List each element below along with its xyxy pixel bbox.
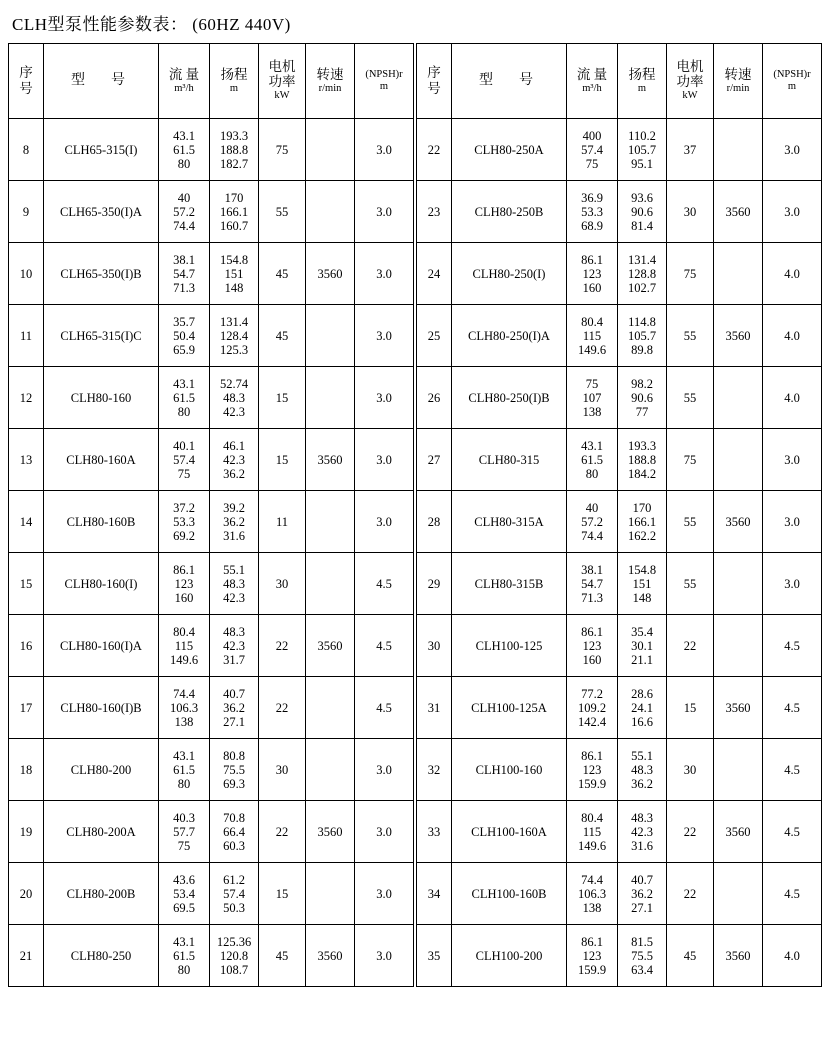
cell-model: CLH80-250B [452, 181, 567, 243]
cell-model: CLH80-250A [452, 119, 567, 181]
cell-speed [714, 119, 763, 181]
table-row [417, 491, 822, 553]
cell-model: CLH80-160A [44, 429, 159, 491]
table-row [417, 119, 822, 181]
cell-head: 40.7 36.2 27.1 [210, 677, 259, 739]
cell-npsh: 3.0 [355, 491, 414, 553]
cell-model: CLH100-125 [452, 615, 567, 677]
cell-seq: 15 [9, 553, 44, 615]
table-header-row [9, 44, 414, 119]
cell-flow: 80.4 115 149.6 [567, 305, 618, 367]
cell-flow: 36.9 53.3 68.9 [567, 181, 618, 243]
cell-seq: 9 [9, 181, 44, 243]
cell-flow: 77.2 109.2 142.4 [567, 677, 618, 739]
cell-model: CLH100-160A [452, 801, 567, 863]
cell-flow: 86.1 123 159.9 [567, 739, 618, 801]
cell-npsh: 4.5 [763, 801, 822, 863]
cell-npsh: 3.0 [763, 119, 822, 181]
cell-npsh: 4.0 [763, 925, 822, 987]
cell-flow: 43.1 61.5 80 [159, 739, 210, 801]
cell-npsh: 3.0 [355, 305, 414, 367]
cell-flow: 40.3 57.7 75 [159, 801, 210, 863]
cell-seq: 32 [417, 739, 452, 801]
cell-flow: 86.1 123 160 [567, 243, 618, 305]
cell-model: CLH80-315B [452, 553, 567, 615]
cell-model: CLH100-125A [452, 677, 567, 739]
cell-power: 75 [667, 243, 714, 305]
cell-seq: 8 [9, 119, 44, 181]
cell-head: 70.8 66.4 60.3 [210, 801, 259, 863]
column-header-speed: 转速 r/min [306, 44, 355, 119]
cell-speed [306, 181, 355, 243]
cell-npsh: 4.0 [763, 305, 822, 367]
cell-speed [714, 863, 763, 925]
column-header-seq [9, 44, 44, 119]
cell-seq: 25 [417, 305, 452, 367]
cell-speed [306, 491, 355, 553]
cell-head: 131.4 128.4 125.3 [210, 305, 259, 367]
cell-power: 22 [667, 615, 714, 677]
column-header-model: 型 号 [452, 44, 567, 119]
table-row [417, 181, 822, 243]
cell-speed [714, 553, 763, 615]
table-header-row [417, 44, 822, 119]
cell-power: 30 [667, 181, 714, 243]
cell-power: 15 [667, 677, 714, 739]
cell-power: 55 [259, 181, 306, 243]
cell-flow: 43.1 61.5 80 [159, 367, 210, 429]
column-header-npsh: (NPSH)r m [355, 44, 414, 119]
cell-model: CLH80-315A [452, 491, 567, 553]
cell-seq: 14 [9, 491, 44, 553]
cell-speed: 3560 [306, 615, 355, 677]
cell-model: CLH80-160(I)B [44, 677, 159, 739]
cell-head: 193.3 188.8 184.2 [618, 429, 667, 491]
cell-head: 131.4 128.8 102.7 [618, 243, 667, 305]
cell-speed [306, 367, 355, 429]
cell-speed: 3560 [714, 305, 763, 367]
cell-seq: 12 [9, 367, 44, 429]
cell-head: 114.8 105.7 89.8 [618, 305, 667, 367]
cell-model: CLH100-160 [452, 739, 567, 801]
cell-model: CLH100-200 [452, 925, 567, 987]
cell-npsh: 3.0 [355, 739, 414, 801]
table-row [417, 367, 822, 429]
table-row [9, 553, 414, 615]
cell-flow: 40 57.2 74.4 [159, 181, 210, 243]
cell-power: 55 [667, 367, 714, 429]
cell-power: 22 [259, 801, 306, 863]
table-row [9, 739, 414, 801]
cell-npsh: 3.0 [763, 491, 822, 553]
cell-model: CLH80-250(I)B [452, 367, 567, 429]
cell-seq: 22 [417, 119, 452, 181]
cell-power: 22 [259, 615, 306, 677]
cell-flow: 86.1 123 159.9 [567, 925, 618, 987]
cell-npsh: 3.0 [763, 429, 822, 491]
cell-model: CLH80-200B [44, 863, 159, 925]
cell-seq: 33 [417, 801, 452, 863]
cell-power: 15 [259, 863, 306, 925]
table-row [417, 677, 822, 739]
cell-speed: 3560 [306, 801, 355, 863]
cell-seq: 31 [417, 677, 452, 739]
table-row [9, 243, 414, 305]
cell-power: 37 [667, 119, 714, 181]
cell-seq: 35 [417, 925, 452, 987]
cell-head: 80.8 75.5 69.3 [210, 739, 259, 801]
cell-power: 75 [667, 429, 714, 491]
cell-seq: 34 [417, 863, 452, 925]
table-row [9, 119, 414, 181]
table-row [9, 863, 414, 925]
cell-flow: 38.1 54.7 71.3 [159, 243, 210, 305]
cell-seq: 10 [9, 243, 44, 305]
cell-power: 45 [259, 305, 306, 367]
cell-head: 193.3 188.8 182.7 [210, 119, 259, 181]
cell-speed [306, 305, 355, 367]
cell-flow: 43.1 61.5 80 [159, 925, 210, 987]
cell-head: 61.2 57.4 50.3 [210, 863, 259, 925]
cell-head: 125.36 120.8 108.7 [210, 925, 259, 987]
cell-flow: 75 107 138 [567, 367, 618, 429]
cell-power: 45 [259, 243, 306, 305]
cell-seq: 13 [9, 429, 44, 491]
cell-flow: 43.1 61.5 80 [567, 429, 618, 491]
cell-model: CLH80-160(I) [44, 553, 159, 615]
cell-flow: 43.1 61.5 80 [159, 119, 210, 181]
cell-flow: 37.2 53.3 69.2 [159, 491, 210, 553]
cell-npsh: 4.5 [355, 677, 414, 739]
table-row [417, 925, 822, 987]
cell-npsh: 3.0 [355, 925, 414, 987]
cell-npsh: 3.0 [355, 801, 414, 863]
cell-speed [306, 863, 355, 925]
cell-seq: 30 [417, 615, 452, 677]
cell-head: 170 166.1 162.2 [618, 491, 667, 553]
cell-power: 15 [259, 429, 306, 491]
cell-power: 22 [667, 801, 714, 863]
cell-head: 154.8 151 148 [210, 243, 259, 305]
cell-npsh: 3.0 [355, 429, 414, 491]
table-row [417, 615, 822, 677]
column-header-head: 扬程 m [618, 44, 667, 119]
cell-flow: 80.4 115 149.6 [159, 615, 210, 677]
cell-speed [714, 429, 763, 491]
cell-head: 52.74 48.3 42.3 [210, 367, 259, 429]
cell-head: 48.3 42.3 31.7 [210, 615, 259, 677]
cell-speed [306, 739, 355, 801]
cell-npsh: 3.0 [355, 367, 414, 429]
cell-power: 55 [667, 553, 714, 615]
cell-npsh: 3.0 [355, 181, 414, 243]
cell-seq: 26 [417, 367, 452, 429]
cell-flow: 40 57.2 74.4 [567, 491, 618, 553]
column-header-power: 电机 功率 kW [259, 44, 306, 119]
cell-head: 98.2 90.6 77 [618, 367, 667, 429]
table-row [9, 677, 414, 739]
cell-seq: 21 [9, 925, 44, 987]
column-header-speed: 转速 r/min [714, 44, 763, 119]
cell-power: 30 [259, 553, 306, 615]
cell-speed [306, 119, 355, 181]
cell-model: CLH80-250(I)A [452, 305, 567, 367]
column-header-npsh: (NPSH)r m [763, 44, 822, 119]
cell-speed [714, 243, 763, 305]
cell-npsh: 3.0 [763, 181, 822, 243]
cell-flow: 400 57.4 75 [567, 119, 618, 181]
cell-head: 28.6 24.1 16.6 [618, 677, 667, 739]
cell-head: 81.5 75.5 63.4 [618, 925, 667, 987]
table-row [9, 429, 414, 491]
cell-model: CLH80-250 [44, 925, 159, 987]
cell-power: 15 [259, 367, 306, 429]
cell-model: CLH65-315(I) [44, 119, 159, 181]
cell-seq: 20 [9, 863, 44, 925]
table-row [9, 305, 414, 367]
cell-speed [306, 553, 355, 615]
cell-model: CLH80-160 [44, 367, 159, 429]
cell-head: 48.3 42.3 31.6 [618, 801, 667, 863]
cell-head: 35.4 30.1 21.1 [618, 615, 667, 677]
cell-flow: 35.7 50.4 65.9 [159, 305, 210, 367]
cell-power: 22 [259, 677, 306, 739]
cell-speed [714, 367, 763, 429]
cell-npsh: 4.5 [763, 739, 822, 801]
cell-seq: 17 [9, 677, 44, 739]
cell-model: CLH80-160B [44, 491, 159, 553]
cell-npsh: 4.5 [355, 615, 414, 677]
cell-head: 39.2 36.2 31.6 [210, 491, 259, 553]
cell-seq: 27 [417, 429, 452, 491]
table-row [9, 925, 414, 987]
table-row [417, 553, 822, 615]
cell-head: 46.1 42.3 36.2 [210, 429, 259, 491]
table-row [417, 243, 822, 305]
cell-speed: 3560 [306, 429, 355, 491]
cell-npsh: 3.0 [355, 863, 414, 925]
cell-flow: 74.4 106.3 138 [567, 863, 618, 925]
cell-npsh: 3.0 [355, 119, 414, 181]
table-row [9, 615, 414, 677]
cell-head: 55.1 48.3 36.2 [618, 739, 667, 801]
cell-speed [306, 677, 355, 739]
cell-speed: 3560 [714, 677, 763, 739]
cell-seq: 16 [9, 615, 44, 677]
cell-flow: 43.6 53.4 69.5 [159, 863, 210, 925]
tables-container [0, 43, 830, 987]
cell-power: 11 [259, 491, 306, 553]
seq-line2: 号 [19, 81, 33, 96]
cell-power: 22 [667, 863, 714, 925]
cell-speed: 3560 [306, 925, 355, 987]
cell-npsh: 4.0 [763, 243, 822, 305]
cell-model: CLH80-200A [44, 801, 159, 863]
cell-speed: 3560 [714, 801, 763, 863]
cell-npsh: 4.0 [763, 367, 822, 429]
cell-flow: 74.4 106.3 138 [159, 677, 210, 739]
seq-line1: 序 [19, 65, 33, 81]
column-header-head: 扬程 m [210, 44, 259, 119]
table-row [9, 491, 414, 553]
column-header-model: 型 号 [44, 44, 159, 119]
cell-seq: 28 [417, 491, 452, 553]
cell-speed: 3560 [306, 243, 355, 305]
cell-head: 55.1 48.3 42.3 [210, 553, 259, 615]
cell-speed: 3560 [714, 181, 763, 243]
table-row [417, 801, 822, 863]
cell-npsh: 4.5 [763, 677, 822, 739]
cell-seq: 11 [9, 305, 44, 367]
cell-seq: 19 [9, 801, 44, 863]
cell-power: 30 [667, 739, 714, 801]
cell-seq: 29 [417, 553, 452, 615]
cell-head: 170 166.1 160.7 [210, 181, 259, 243]
column-header-seq: 序 号 [417, 44, 452, 119]
table-row [9, 367, 414, 429]
cell-npsh: 4.5 [763, 615, 822, 677]
table-body-right [417, 119, 822, 987]
table-body-left [9, 119, 414, 987]
cell-npsh: 3.0 [355, 243, 414, 305]
cell-head: 40.7 36.2 27.1 [618, 863, 667, 925]
column-header-flow: 流 量 m³/h [567, 44, 618, 119]
cell-head: 93.6 90.6 81.4 [618, 181, 667, 243]
table-row [9, 801, 414, 863]
cell-speed: 3560 [714, 491, 763, 553]
performance-table-right [416, 43, 822, 987]
cell-power: 55 [667, 491, 714, 553]
cell-power: 75 [259, 119, 306, 181]
cell-flow: 38.1 54.7 71.3 [567, 553, 618, 615]
table-row [417, 863, 822, 925]
cell-head: 154.8 151 148 [618, 553, 667, 615]
cell-model: CLH80-200 [44, 739, 159, 801]
cell-seq: 18 [9, 739, 44, 801]
table-row [417, 429, 822, 491]
cell-flow: 86.1 123 160 [567, 615, 618, 677]
cell-model: CLH65-315(I)C [44, 305, 159, 367]
cell-flow: 80.4 115 149.6 [567, 801, 618, 863]
column-header-power: 电机 功率 kW [667, 44, 714, 119]
cell-npsh: 4.5 [763, 863, 822, 925]
cell-seq: 23 [417, 181, 452, 243]
cell-speed [714, 615, 763, 677]
cell-head: 110.2 105.7 95.1 [618, 119, 667, 181]
cell-flow: 40.1 57.4 75 [159, 429, 210, 491]
table-row [417, 305, 822, 367]
cell-speed [714, 739, 763, 801]
cell-power: 30 [259, 739, 306, 801]
cell-npsh: 4.5 [355, 553, 414, 615]
cell-model: CLH65-350(I)B [44, 243, 159, 305]
cell-power: 45 [667, 925, 714, 987]
cell-model: CLH80-160(I)A [44, 615, 159, 677]
performance-table-left [8, 43, 414, 987]
cell-model: CLH65-350(I)A [44, 181, 159, 243]
column-header-flow: 流 量 m³/h [159, 44, 210, 119]
table-row [417, 739, 822, 801]
cell-model: CLH80-315 [452, 429, 567, 491]
table-row [9, 181, 414, 243]
cell-power: 45 [259, 925, 306, 987]
cell-speed: 3560 [714, 925, 763, 987]
cell-power: 55 [667, 305, 714, 367]
page-title: CLH型泵性能参数表： (60HZ 440V) [12, 15, 291, 34]
cell-model: CLH100-160B [452, 863, 567, 925]
cell-flow: 86.1 123 160 [159, 553, 210, 615]
cell-seq: 24 [417, 243, 452, 305]
cell-model: CLH80-250(I) [452, 243, 567, 305]
cell-npsh: 3.0 [763, 553, 822, 615]
